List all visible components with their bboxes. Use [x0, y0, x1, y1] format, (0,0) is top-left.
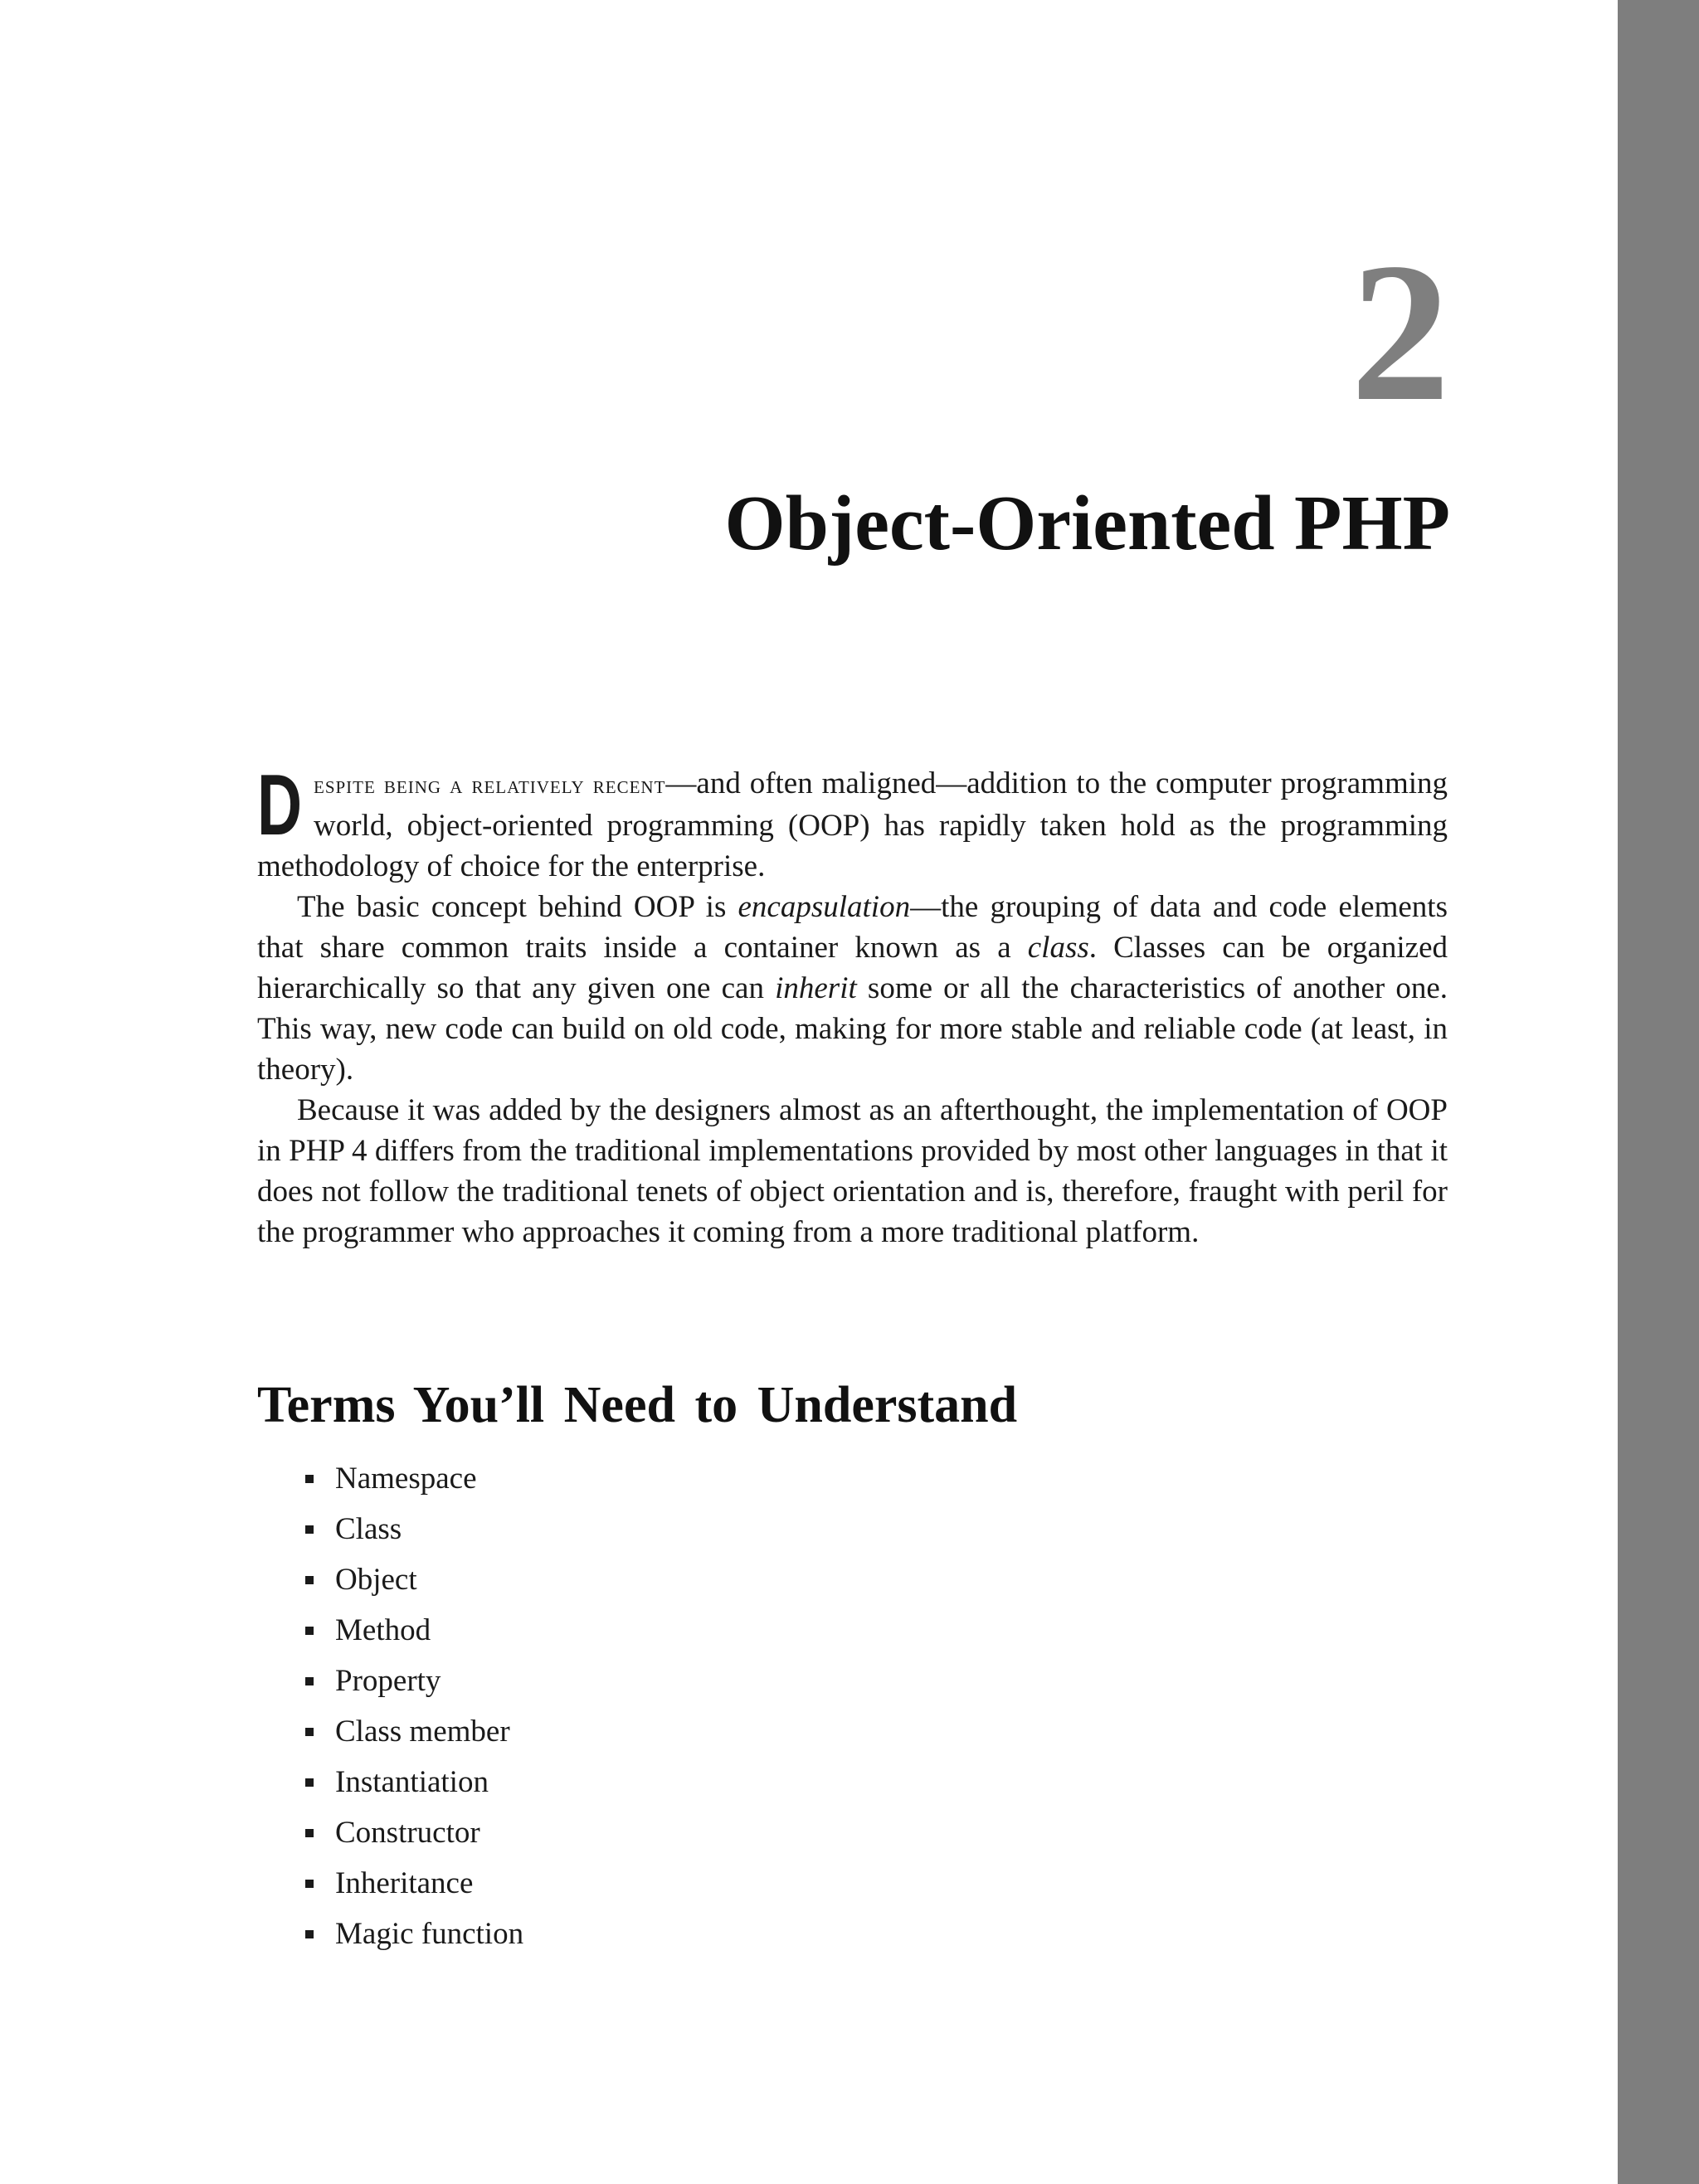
term-label: Class member: [335, 1715, 510, 1749]
chapter-number: 2: [1351, 221, 1450, 442]
list-item: [305, 1605, 523, 1656]
chapter-title: Object-Oriented PHP: [724, 480, 1450, 567]
bullet-icon: [305, 1778, 314, 1787]
term-label: Object: [335, 1563, 417, 1597]
paragraph-2-text-c: . Classes can be organized hierarchically so that any given one can: [257, 931, 1448, 1005]
term-label: Property: [335, 1664, 441, 1698]
term-encapsulation: encapsulation: [738, 890, 911, 924]
page-edge-tab: [1618, 0, 1699, 2184]
list-item: [305, 1656, 523, 1706]
list-item: [305, 1554, 523, 1605]
intro-paragraph-3: Because it was added by the designers almost as an afterthought, the implementation of OOP in PHP 4 differs from the traditional implementations provided by most other languages in that it does not follow the traditional tenets of object orientation and is, therefore, fraught with peril for the programmer who approaches it coming from a more traditional platform.: [257, 1093, 1448, 1249]
paragraph-2-text-d: some or all the characteristics of another one. This way, new code can build on old code, making for more stable and reliable code (at least, in theory).: [257, 971, 1448, 1087]
terms-list: [305, 1453, 523, 1959]
bullet-icon: [305, 1525, 314, 1534]
paragraph-2-text-a: The basic concept behind OOP is: [297, 890, 738, 924]
term-label: Instantiation: [335, 1765, 489, 1799]
bullet-icon: [305, 1728, 314, 1736]
list-item: [305, 1453, 523, 1504]
bullet-icon: [305, 1475, 314, 1483]
bullet-icon: [305, 1880, 314, 1888]
drop-cap: D: [257, 757, 303, 854]
paragraph-2-text-b: —the grouping of data and code elements that share common traits inside a container known as a: [257, 890, 1448, 965]
intro-paragraph-2: [257, 887, 1448, 1090]
bullet-icon: [305, 1829, 314, 1837]
list-item: [305, 1909, 523, 1959]
term-label: Inheritance: [335, 1866, 474, 1900]
term-label: Namespace: [335, 1462, 477, 1496]
section-heading-terms: Terms You’ll Need to Understand: [257, 1377, 1018, 1433]
intro-paragraph-1-text: —and often maligned—addition to the computer programming world, object-oriented programming (OOP) has rapidly taken hold as the programming methodology of choice for the enterprise.: [257, 766, 1448, 883]
bullet-icon: [305, 1576, 314, 1584]
list-item: [305, 1757, 523, 1807]
term-label: Method: [335, 1613, 431, 1647]
term-label: Class: [335, 1512, 402, 1546]
intro-paragraph-1: [257, 757, 1448, 887]
term-inherit: inherit: [775, 971, 857, 1005]
bullet-icon: [305, 1677, 314, 1685]
bullet-icon: [305, 1930, 314, 1938]
list-item: [305, 1807, 523, 1858]
bullet-icon: [305, 1627, 314, 1635]
lead-in-smallcaps: espite being a relatively recent: [314, 771, 666, 799]
list-item: [305, 1706, 523, 1757]
intro-text: [257, 757, 1448, 1253]
list-item: [305, 1858, 523, 1909]
list-item: [305, 1504, 523, 1554]
term-class: class: [1027, 931, 1089, 965]
term-label: Constructor: [335, 1816, 480, 1850]
term-label: Magic function: [335, 1917, 524, 1951]
